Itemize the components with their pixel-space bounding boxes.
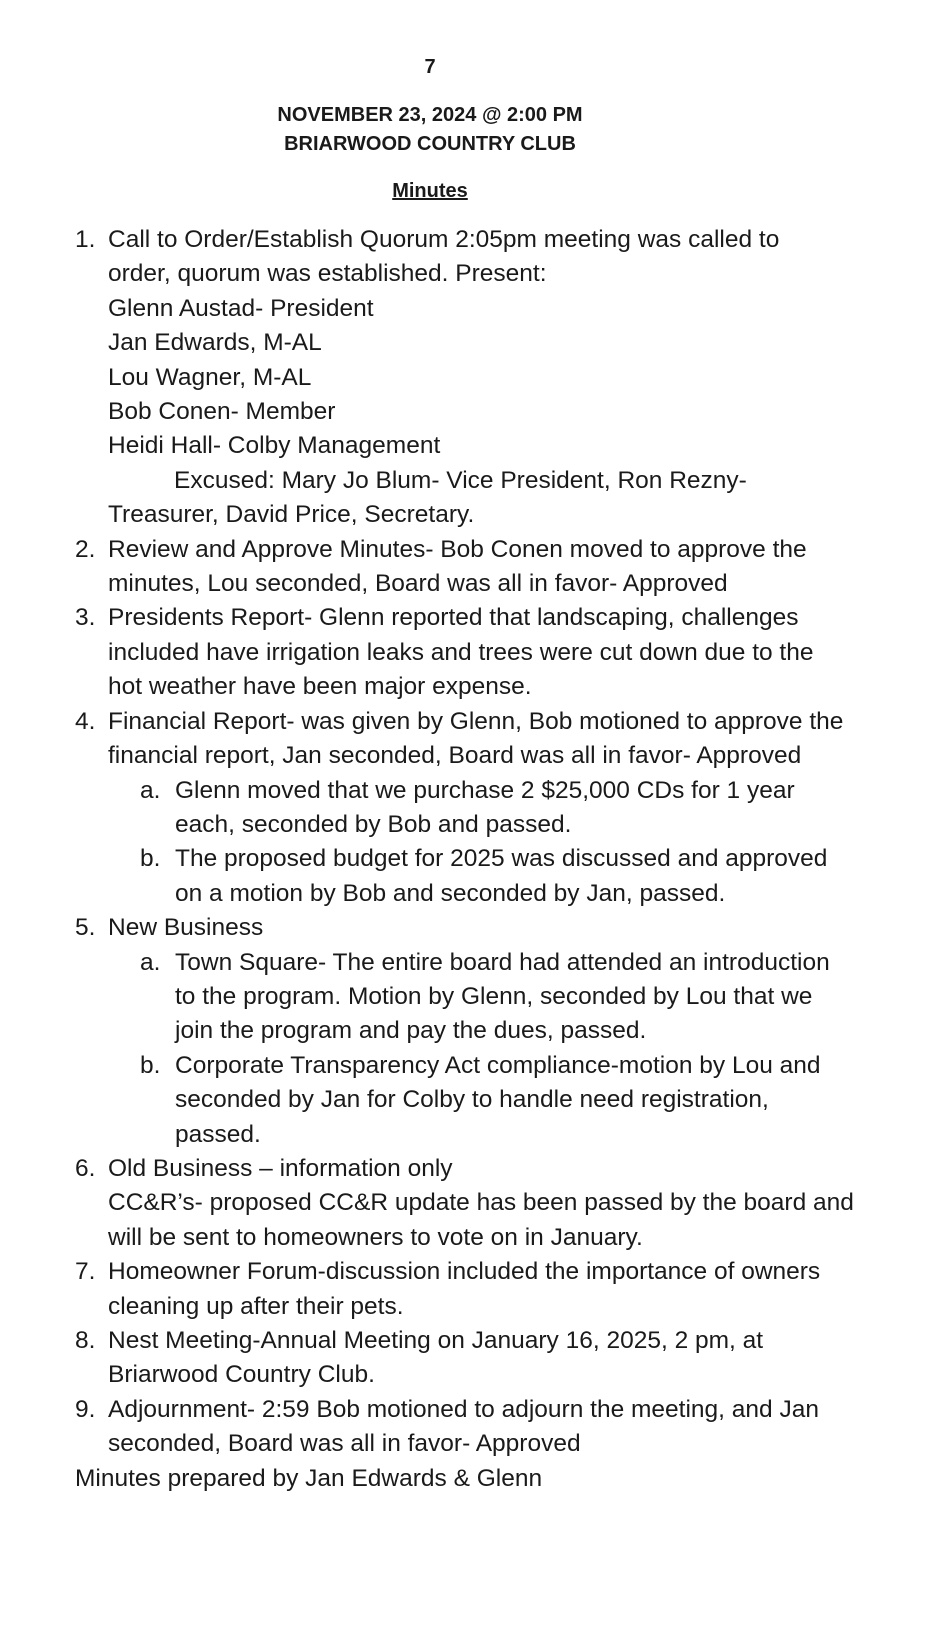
item-text: financial report, Jan seconded, Board was all in favor- Approved xyxy=(108,742,802,770)
sub-item-text: seconded by Jan for Colby to handle need registration, xyxy=(175,1086,769,1114)
sub-item-letter: b. xyxy=(140,845,161,873)
item-number: 9. xyxy=(75,1395,96,1423)
item-text: Nest Meeting-Annual Meeting on January 16, 2025, 2 pm, at xyxy=(108,1327,764,1354)
item-number: 2. xyxy=(75,535,96,563)
item-text: Call to Order/Establish Quorum 2:05pm meeting was called to xyxy=(108,226,780,253)
sub-item-text: each, seconded by Bob and passed. xyxy=(175,810,572,838)
item-text: Review and Approve Minutes- Bob Conen moved to approve the xyxy=(108,535,807,563)
meeting-venue: BRIARWOOD COUNTRY CLUB xyxy=(284,133,576,155)
sub-item-text: Glenn moved that we purchase 2 $25,000 CDs for 1 year xyxy=(175,776,795,804)
item-text: seconded, Board was all in favor- Approved xyxy=(108,1430,581,1458)
sub-item-text: The proposed budget for 2025 was discussed and approved xyxy=(175,845,828,873)
item-text: will be sent to homeowners to vote on in January. xyxy=(108,1223,643,1251)
item-number: 5. xyxy=(75,914,96,942)
list-item xyxy=(75,1393,905,1462)
list-item xyxy=(75,1255,905,1324)
item-text: hot weather have been major expense. xyxy=(108,673,532,701)
list-item xyxy=(75,1152,905,1255)
attendee: Lou Wagner, M-AL xyxy=(108,363,312,391)
sub-item-text: on a motion by Bob and seconded by Jan, passed. xyxy=(175,879,726,907)
item-text: New Business xyxy=(108,914,264,942)
sub-item xyxy=(75,842,905,911)
item-text: minutes, Lou seconded, Board was all in favor- Approved xyxy=(108,570,728,598)
sub-item-text: join the program and pay the dues, passed. xyxy=(175,1017,647,1045)
item-text: Old Business – information only xyxy=(108,1154,453,1182)
sub-item xyxy=(75,774,905,843)
sub-item-letter: a. xyxy=(140,948,161,976)
prepared-by: Minutes prepared by Jan Edwards & Glenn xyxy=(75,1464,543,1492)
item-number: 6. xyxy=(75,1154,96,1182)
item-text: cleaning up after their pets. xyxy=(108,1292,404,1320)
item-number: 7. xyxy=(75,1258,96,1286)
document-title: Minutes xyxy=(392,180,468,202)
meeting-date: NOVEMBER 23, 2024 @ 2:00 PM xyxy=(277,104,583,126)
item-text: CC&R’s- proposed CC&R update has been passed by the board and xyxy=(108,1189,854,1217)
item-number: 3. xyxy=(75,604,96,632)
list-item xyxy=(75,911,905,1152)
minutes-list xyxy=(75,223,905,1496)
item-text: Financial Report- was given by Glenn, Bob motioned to approve the xyxy=(108,707,844,735)
sub-item-text: passed. xyxy=(175,1120,261,1148)
list-item xyxy=(75,601,905,704)
list-item xyxy=(75,533,905,602)
sub-item-letter: a. xyxy=(140,776,161,804)
sub-item-text: Town Square- The entire board had attended an introduction xyxy=(175,948,830,976)
item-text: Presidents Report- Glenn reported that landscaping, challenges xyxy=(108,604,799,632)
excused-text: Excused: Mary Jo Blum- Vice President, Ron Rezny- xyxy=(174,466,747,494)
sub-item-letter: b. xyxy=(140,1051,161,1079)
page-number: 7 xyxy=(424,56,436,78)
sub-item xyxy=(75,946,905,1049)
list-item xyxy=(75,223,905,533)
item-text: Briarwood Country Club. xyxy=(108,1361,375,1389)
list-item xyxy=(75,705,905,911)
attendee: Glenn Austad- President xyxy=(108,294,374,322)
item-text: Homeowner Forum-discussion included the importance of owners xyxy=(108,1258,821,1286)
list-item xyxy=(75,1324,905,1393)
excused-text: Treasurer, David Price, Secretary. xyxy=(108,501,475,529)
sub-item-text: to the program. Motion by Glenn, seconded by Lou that we xyxy=(175,982,813,1010)
item-text: included have irrigation leaks and trees were cut down due to the xyxy=(108,638,814,666)
item-number: 4. xyxy=(75,707,96,735)
item-number: 1. xyxy=(75,226,96,253)
item-text: Adjournment- 2:59 Bob motioned to adjourn the meeting, and Jan xyxy=(108,1395,819,1423)
item-number: 8. xyxy=(75,1327,96,1354)
sub-item xyxy=(75,1049,905,1152)
attendee: Jan Edwards, M-AL xyxy=(108,329,322,357)
attendee: Bob Conen- Member xyxy=(108,398,336,426)
item-text: order, quorum was established. Present: xyxy=(108,260,547,288)
attendee: Heidi Hall- Colby Management xyxy=(108,432,441,460)
sub-item-text: Corporate Transparency Act compliance-motion by Lou and xyxy=(175,1051,821,1079)
